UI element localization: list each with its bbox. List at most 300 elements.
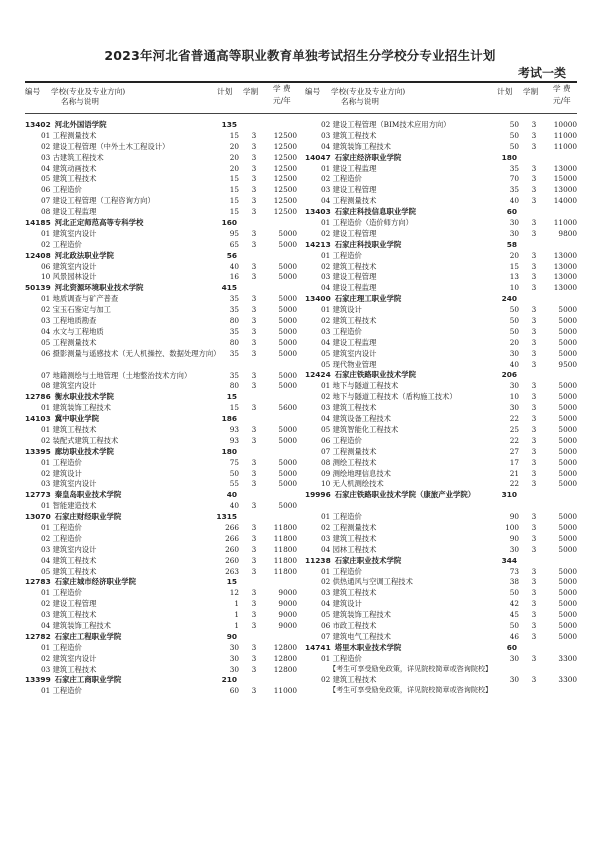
plan-count: 35 — [509, 185, 519, 195]
major-name: 04 建筑工程技术 — [41, 555, 97, 565]
tuition-fee: 5000 — [278, 326, 297, 336]
plan-count: 21 — [509, 468, 519, 478]
school-name: 河北正定师范高等专科学校 — [54, 218, 144, 228]
header-plan: 计划 — [497, 87, 513, 96]
major-row — [25, 371, 301, 382]
school-code: 12773 — [25, 490, 51, 500]
tuition-fee: 5000 — [558, 457, 577, 467]
major-name: 08 建筑室内设计 — [41, 381, 97, 391]
tuition-fee: 5000 — [278, 228, 297, 238]
page-title: 2023年河北省普通高等职业教育单独考试招生分学校分专业招生计划 — [104, 48, 496, 63]
tuition-fee: 10000 — [553, 120, 577, 129]
major-name: 02 装配式建筑工程技术 — [41, 435, 119, 445]
study-length: 3 — [531, 348, 537, 358]
major-name: 07 建设工程管理（工程咨询方向） — [41, 196, 155, 206]
major-row — [25, 349, 301, 371]
tuition-fee: 3300 — [558, 653, 577, 663]
major-row — [305, 534, 581, 545]
school-row — [305, 207, 581, 218]
major-name: 05 现代物业管理 — [321, 359, 377, 369]
major-row — [305, 283, 581, 294]
major-name: 04 水文与工程地质 — [41, 326, 104, 336]
major-row — [25, 185, 301, 196]
study-length: 3 — [531, 163, 537, 173]
major-row — [25, 534, 301, 545]
study-length: 3 — [251, 479, 257, 489]
tuition-fee: 5000 — [558, 544, 577, 554]
major-name: 03 建筑工程技术 — [321, 533, 377, 543]
study-length: 3 — [531, 446, 537, 456]
major-name: 02 建设工程管理 — [41, 599, 97, 609]
major-name: 02 建筑设计 — [41, 468, 82, 478]
study-length: 3 — [251, 435, 257, 445]
major-row — [305, 392, 581, 403]
study-length: 3 — [531, 468, 537, 478]
plan-count: 65 — [229, 239, 239, 249]
study-length: 3 — [531, 588, 537, 598]
study-length: 3 — [251, 207, 257, 217]
plan-count: 35 — [229, 370, 239, 380]
tuition-fee: 12800 — [273, 664, 297, 674]
school-name-cell — [25, 490, 121, 501]
tuition-fee: 5000 — [558, 468, 577, 478]
school-row — [25, 392, 301, 403]
plan-count: 186 — [221, 414, 237, 424]
tuition-fee: 5000 — [278, 337, 297, 347]
tuition-fee: 13000 — [553, 163, 577, 173]
plan-count: 60 — [506, 207, 517, 217]
major-name: 04 建筑设计 — [321, 599, 362, 609]
major-name: 01 工程造价 — [41, 457, 82, 467]
school-name: 衡水职业技术学院 — [54, 392, 114, 402]
major-name: 02 工程造价 — [41, 239, 82, 249]
major-row — [305, 523, 581, 534]
study-length: 3 — [251, 642, 257, 652]
major-row — [25, 501, 301, 512]
major-name: 06 摄影测量与遥感技术（无人机操控、数据处理方向） — [41, 348, 221, 358]
study-length: 3 — [531, 250, 537, 260]
school-name-cell — [25, 218, 143, 229]
major-row — [25, 142, 301, 153]
major-row — [25, 153, 301, 164]
plan-count: 35 — [509, 163, 519, 173]
tuition-fee: 5000 — [278, 261, 297, 271]
plan-count: 56 — [226, 250, 237, 260]
major-row — [305, 120, 581, 131]
header-fee: 学 费 — [553, 84, 571, 93]
major-row — [25, 567, 301, 578]
major-name: 06 工程造价 — [321, 435, 362, 445]
school-code: 50139 — [25, 283, 51, 293]
tuition-fee: 11000 — [273, 686, 297, 696]
plan-count: 10 — [509, 392, 519, 402]
plan-count: 50 — [509, 326, 519, 336]
study-length: 3 — [251, 196, 257, 206]
study-length: 3 — [531, 228, 537, 238]
school-name: 廊坊职业技术学院 — [54, 446, 114, 456]
tuition-fee: 5000 — [278, 457, 297, 467]
study-length: 3 — [251, 228, 257, 238]
school-name-cell — [25, 283, 143, 294]
tuition-fee: 12500 — [273, 174, 297, 184]
plan-count: 135 — [221, 120, 237, 129]
right-rows — [305, 120, 581, 697]
tuition-fee: 5000 — [278, 468, 297, 478]
study-length: 3 — [251, 174, 257, 184]
major-name: 03 建筑工程技术 — [321, 130, 377, 140]
tuition-fee: 9000 — [278, 599, 297, 609]
major-name: 01 工程造价 — [321, 566, 362, 576]
school-name-cell — [25, 447, 114, 458]
plan-count: 20 — [229, 141, 239, 151]
major-name: 03 建筑室内设计 — [41, 544, 97, 554]
major-row — [305, 262, 581, 273]
major-name: 04 建筑设备工程技术 — [321, 414, 391, 424]
plan-count: 35 — [229, 294, 239, 304]
plan-count: 15 — [229, 207, 239, 217]
major-name: 04 建筑装饰工程技术 — [41, 620, 111, 630]
left-column — [25, 84, 301, 696]
major-name: 06 工程造价 — [41, 185, 82, 195]
column-header — [25, 86, 301, 112]
major-row — [305, 599, 581, 610]
major-row — [305, 436, 581, 447]
school-code: 14741 — [305, 642, 331, 652]
plan-count: 22 — [509, 414, 519, 424]
major-row — [305, 316, 581, 327]
tuition-fee: 5000 — [558, 446, 577, 456]
major-row — [25, 436, 301, 447]
study-length: 3 — [531, 577, 537, 587]
tuition-fee: 5600 — [278, 403, 297, 413]
school-name-cell — [305, 370, 416, 381]
major-row — [305, 414, 581, 425]
tuition-fee: 5000 — [558, 631, 577, 641]
tuition-fee: 12800 — [273, 653, 297, 663]
major-row — [305, 588, 581, 599]
tuition-fee: 11800 — [273, 533, 297, 543]
school-name-cell — [25, 392, 114, 403]
plan-count: 160 — [221, 218, 237, 228]
plan-count: 50 — [509, 130, 519, 140]
major-row — [305, 610, 581, 621]
study-length: 3 — [531, 326, 537, 336]
plan-count: 22 — [509, 435, 519, 445]
major-name: 01 工程造价 — [41, 522, 82, 532]
major-row — [305, 403, 581, 414]
major-name: 02 建筑工程技术 — [321, 316, 377, 326]
plan-count: 260 — [225, 544, 239, 554]
study-length: 3 — [251, 457, 257, 467]
header-fee-unit: 元/年 — [273, 96, 291, 105]
plan-count: 20 — [509, 250, 519, 260]
study-length: 3 — [251, 555, 257, 565]
major-row — [25, 207, 301, 218]
study-length: 3 — [531, 381, 537, 391]
school-code: 12782 — [25, 631, 51, 641]
study-length: 3 — [251, 272, 257, 282]
major-row — [25, 196, 301, 207]
school-name: 塔里木职业技术学院 — [334, 642, 402, 652]
school-code: 13403 — [305, 207, 331, 217]
plan-count: 15 — [229, 185, 239, 195]
study-length: 3 — [531, 174, 537, 184]
tuition-fee: 13000 — [553, 283, 577, 293]
major-name: 01 建筑工程技术 — [41, 424, 97, 434]
study-length: 3 — [251, 424, 257, 434]
tuition-fee: 5000 — [278, 370, 297, 380]
school-code: 14185 — [25, 218, 51, 228]
plan-count: 58 — [506, 239, 517, 249]
major-row — [25, 425, 301, 436]
major-row — [25, 240, 301, 251]
tuition-fee: 9800 — [558, 228, 577, 238]
policy-note: 【考生可享受励免政策，详见院校简章或咨询院校】 — [329, 663, 493, 673]
major-row — [305, 251, 581, 262]
major-name: 05 建筑室内设计 — [321, 348, 377, 358]
major-name: 10 无人机测绘技术 — [321, 479, 384, 489]
study-length: 3 — [251, 130, 257, 140]
major-name: 03 工程造价 — [321, 326, 362, 336]
plan-count: 310 — [501, 490, 517, 500]
major-row — [305, 621, 581, 632]
major-row — [305, 675, 581, 697]
major-row — [305, 174, 581, 185]
major-row — [305, 272, 581, 283]
major-name: 03 建设工程管理 — [321, 185, 377, 195]
school-code: 13070 — [25, 512, 51, 522]
school-row — [25, 251, 301, 262]
plan-count: 30 — [509, 544, 519, 554]
study-length: 3 — [251, 686, 257, 696]
study-length: 3 — [531, 653, 537, 663]
school-name-cell — [25, 120, 106, 131]
major-row — [25, 523, 301, 534]
major-row — [305, 425, 581, 436]
header-underline — [25, 113, 577, 114]
tuition-fee: 15000 — [553, 174, 577, 184]
plan-count: 46 — [509, 631, 519, 641]
tuition-fee: 9500 — [558, 359, 577, 369]
plan-count: 50 — [509, 141, 519, 151]
major-name: 02 工程造价 — [321, 174, 362, 184]
study-length: 3 — [251, 141, 257, 151]
header-code: 编号 — [25, 87, 41, 96]
major-name: 01 智能建造技术 — [41, 501, 97, 511]
study-length: 3 — [251, 588, 257, 598]
school-row — [25, 414, 301, 425]
tuition-fee: 5000 — [558, 337, 577, 347]
study-length: 3 — [531, 533, 537, 543]
header-school: 学校(专业及专业方向) — [51, 87, 126, 96]
plan-count: 20 — [229, 163, 239, 173]
school-row — [25, 218, 301, 229]
major-row — [305, 305, 581, 316]
school-name-cell — [305, 643, 401, 654]
major-row — [25, 621, 301, 632]
study-length: 3 — [531, 392, 537, 402]
tuition-fee: 12500 — [273, 130, 297, 140]
major-row — [305, 632, 581, 643]
school-name-cell — [305, 153, 401, 164]
plan-count: 17 — [509, 457, 519, 467]
major-row — [25, 338, 301, 349]
plan-count: 38 — [509, 577, 519, 587]
tuition-fee: 5000 — [558, 479, 577, 489]
tuition-fee: 12500 — [273, 152, 297, 162]
plan-count: 1315 — [216, 512, 237, 522]
study-length: 3 — [531, 261, 537, 271]
major-name: 02 建筑室内设计 — [41, 653, 97, 663]
school-code: 13402 — [25, 120, 51, 129]
tuition-fee: 11800 — [273, 566, 297, 576]
header-desc: 名称与说明 — [341, 97, 379, 106]
school-name: 石家庄工商职业学院 — [54, 675, 122, 685]
plan-count: 93 — [229, 424, 239, 434]
major-name: 02 地下与隧道工程技术（盾构施工技术） — [321, 392, 457, 402]
school-name: 河北资源环境职业技术学院 — [54, 283, 144, 293]
plan-count: 40 — [229, 261, 239, 271]
tuition-fee: 5000 — [558, 533, 577, 543]
study-length: 3 — [251, 403, 257, 413]
school-name-cell — [25, 632, 121, 643]
plan-count: 50 — [229, 468, 239, 478]
header-length: 学制 — [243, 87, 259, 96]
plan-count: 80 — [229, 316, 239, 326]
major-name: 01 建设工程监理 — [321, 163, 377, 173]
school-name: 石家庄铁路职业技术学院（康旅产业学院） — [334, 490, 476, 500]
major-row — [305, 349, 581, 360]
school-name-cell — [25, 414, 99, 425]
school-row — [305, 294, 581, 305]
header-school: 学校(专业及专业方向) — [331, 87, 406, 96]
major-row — [305, 654, 581, 676]
major-row — [25, 272, 301, 283]
school-name: 石家庄财经职业学院 — [54, 512, 122, 522]
study-length: 3 — [251, 348, 257, 358]
column-header — [305, 86, 581, 112]
school-code: 12786 — [25, 392, 51, 402]
study-length: 3 — [251, 522, 257, 532]
major-row — [25, 174, 301, 185]
tuition-fee: 12500 — [273, 207, 297, 217]
study-length: 3 — [531, 272, 537, 282]
plan-count: 15 — [229, 174, 239, 184]
major-row — [25, 458, 301, 469]
header-plan: 计划 — [217, 87, 233, 96]
major-row — [25, 294, 301, 305]
study-length: 3 — [251, 152, 257, 162]
major-name: 07 地籍测绘与土地管理（土地整治技术方向） — [41, 370, 192, 380]
school-name-cell — [25, 675, 121, 686]
plan-count: 1 — [234, 599, 239, 609]
major-row — [305, 218, 581, 229]
study-length: 3 — [251, 566, 257, 576]
school-code: 13399 — [25, 675, 51, 685]
school-name-cell — [25, 251, 114, 262]
plan-count: 95 — [229, 228, 239, 238]
major-row — [305, 196, 581, 207]
plan-count: 55 — [229, 479, 239, 489]
major-row — [25, 599, 301, 610]
study-length: 3 — [531, 414, 537, 424]
major-name: 04 园林工程技术 — [321, 544, 377, 554]
major-name: 03 建设工程管理 — [321, 272, 377, 282]
plan-count: 30 — [229, 642, 239, 652]
major-name: 09 测绘地理信息技术 — [321, 468, 391, 478]
major-name: 01 建筑设计 — [321, 305, 362, 315]
study-length: 3 — [531, 610, 537, 620]
tuition-fee: 12500 — [273, 196, 297, 206]
plan-count: 30 — [509, 381, 519, 391]
major-name: 01 工程造价 — [41, 686, 82, 696]
major-row — [305, 479, 581, 490]
tuition-fee: 5000 — [278, 381, 297, 391]
major-row — [305, 327, 581, 338]
plan-count: 266 — [225, 522, 239, 532]
school-row — [25, 632, 301, 643]
study-length: 3 — [251, 337, 257, 347]
study-length: 3 — [531, 457, 537, 467]
study-length: 3 — [251, 326, 257, 336]
major-name: 02 宝玉石鉴定与加工 — [41, 305, 111, 315]
major-name: 08 测绘工程技术 — [321, 457, 377, 467]
school-name: 冀中职业学院 — [54, 414, 100, 424]
tuition-fee: 11800 — [273, 555, 297, 565]
study-length: 3 — [531, 218, 537, 228]
major-name: 03 古建筑工程技术 — [41, 152, 104, 162]
school-row — [305, 153, 581, 164]
school-name-cell — [25, 512, 121, 523]
plan-count: 16 — [229, 272, 239, 282]
tuition-fee: 14000 — [553, 196, 577, 206]
study-length: 3 — [531, 566, 537, 576]
school-code: 14047 — [305, 152, 331, 162]
plan-count: 15 — [229, 403, 239, 413]
major-name: 03 建筑工程技术 — [321, 588, 377, 598]
plan-count: 40 — [226, 490, 237, 500]
school-row — [25, 512, 301, 523]
school-row — [25, 283, 301, 294]
plan-count: 90 — [226, 631, 237, 641]
major-name: 07 工程测量技术 — [321, 446, 377, 456]
plan-count: 240 — [501, 294, 517, 304]
plan-count: 35 — [229, 305, 239, 315]
plan-count: 15 — [226, 392, 237, 402]
major-row — [25, 545, 301, 556]
major-name: 02 建筑工程技术 — [321, 261, 377, 271]
major-row — [305, 381, 581, 392]
plan-count: 40 — [509, 359, 519, 369]
tuition-fee: 5000 — [278, 348, 297, 358]
study-length: 3 — [251, 501, 257, 511]
study-length: 3 — [531, 675, 537, 685]
tuition-fee: 5000 — [558, 512, 577, 522]
major-name: 01 地质调查与矿产普查 — [41, 294, 119, 304]
tuition-fee: 5000 — [558, 599, 577, 609]
plan-count: 50 — [509, 588, 519, 598]
plan-count: 70 — [509, 174, 519, 184]
study-length: 3 — [251, 533, 257, 543]
tuition-fee: 5000 — [558, 522, 577, 532]
school-name-cell — [25, 577, 136, 588]
tuition-fee: 5000 — [558, 348, 577, 358]
major-row — [25, 262, 301, 273]
major-row — [305, 185, 581, 196]
school-row — [305, 240, 581, 251]
study-length: 3 — [531, 316, 537, 326]
school-row — [25, 120, 301, 131]
